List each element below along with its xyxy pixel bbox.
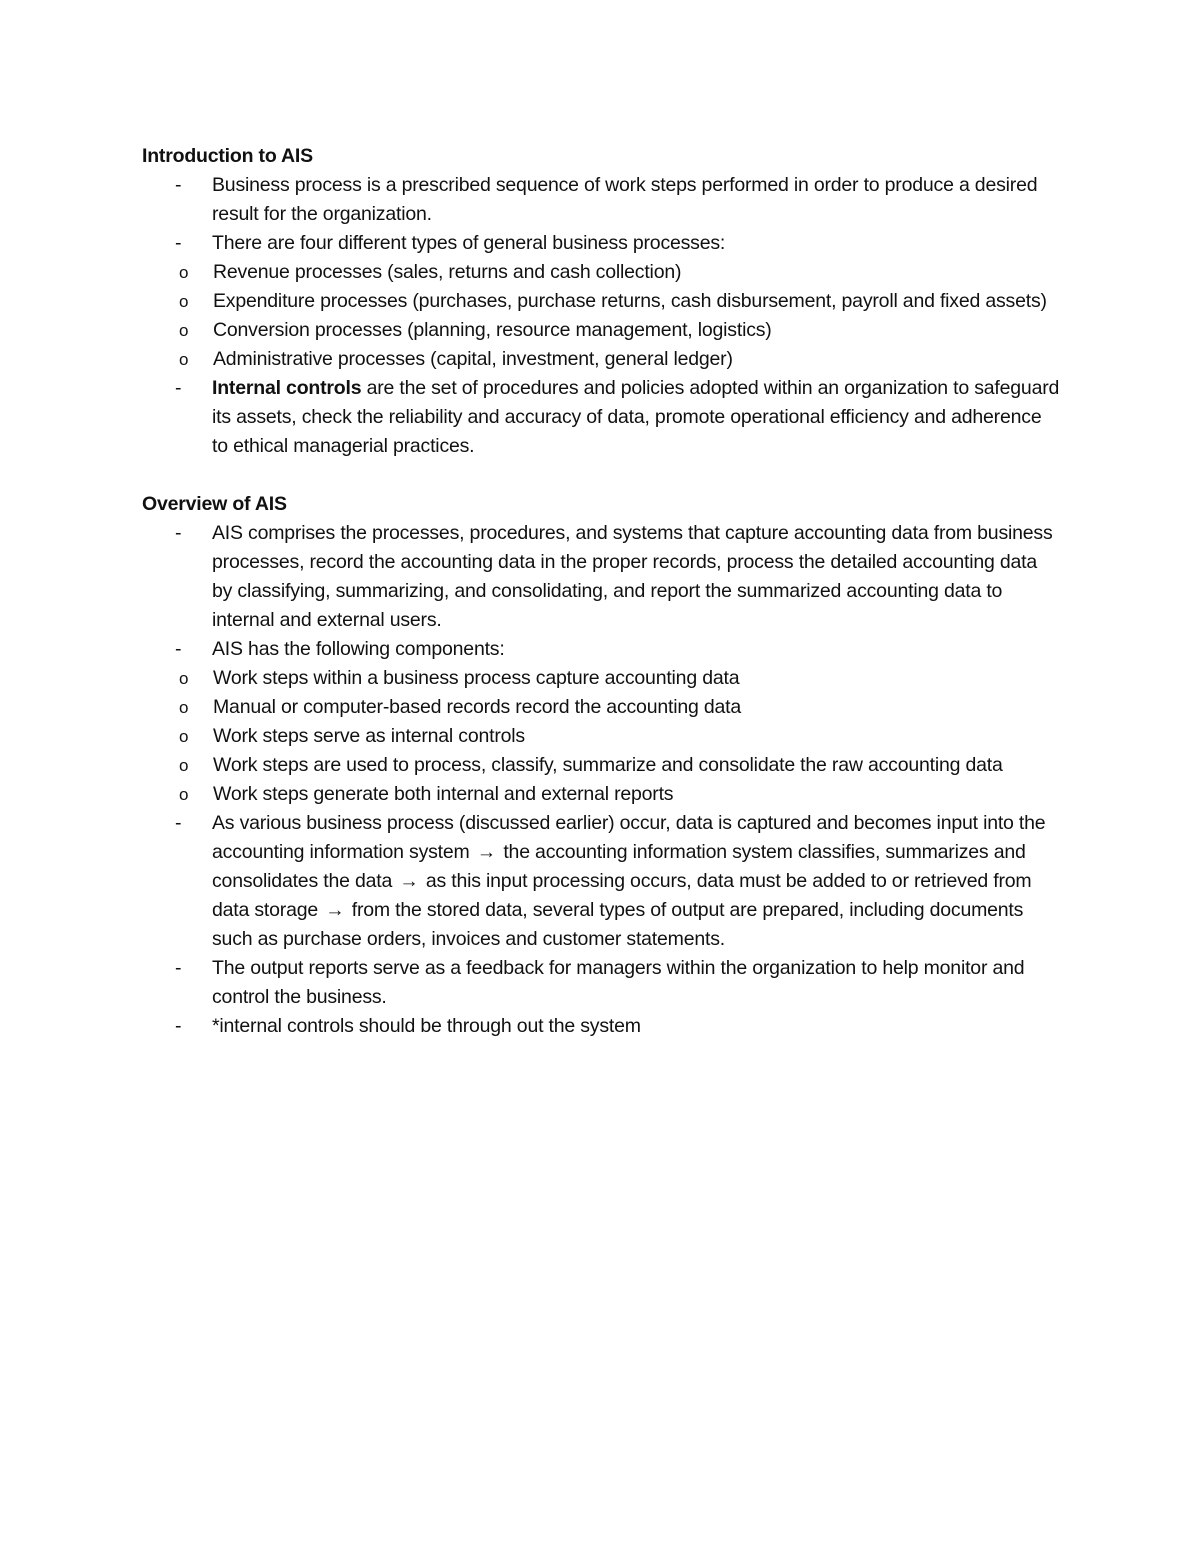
arrow-right-icon: → xyxy=(325,899,345,921)
list-item xyxy=(142,635,1062,809)
circle-bullet: o xyxy=(179,785,189,804)
sub-list-item xyxy=(142,722,1062,751)
list-item-text: AIS has the following components: xyxy=(212,638,505,660)
list-item xyxy=(142,374,1062,461)
dash-bullet: - xyxy=(175,232,182,254)
flow-text-2: the accounting information system classifies, summarizes and consolidates the data xyxy=(212,841,1026,892)
list-item-text: The output reports serve as a feedback for managers within the organization to help monitor and control the business. xyxy=(212,957,1025,1008)
dash-bullet: - xyxy=(175,812,182,834)
circle-bullet: o xyxy=(179,756,189,775)
sub-list-item-text: Work steps serve as internal controls xyxy=(213,725,525,747)
sub-list-item-text: Administrative processes (capital, investment, general ledger) xyxy=(213,348,733,370)
section-title-overview: Overview of AIS xyxy=(142,493,287,515)
circle-bullet: o xyxy=(179,727,189,746)
section-introduction-list xyxy=(142,171,1062,461)
sub-list-item xyxy=(142,751,1062,780)
circle-bullet: o xyxy=(179,698,189,717)
flow-text-1: As various business process (discussed earlier) occur, data is captured and becomes input into the accounting information system xyxy=(212,812,1046,863)
list-item-text: *internal controls should be through out the system xyxy=(212,1015,641,1037)
dash-bullet: - xyxy=(175,957,182,979)
document-body xyxy=(142,142,1062,1041)
list-item-text: Business process is a prescribed sequence of work steps performed in order to produce a desired result for the organization. xyxy=(212,174,1038,225)
sub-list-item-text: Revenue processes (sales, returns and cash collection) xyxy=(213,261,682,283)
dash-bullet: - xyxy=(175,174,182,196)
list-item xyxy=(142,954,1062,1012)
circle-bullet: o xyxy=(179,350,189,369)
sub-list xyxy=(142,258,1062,374)
list-item xyxy=(142,809,1062,954)
sub-list-item-text: Conversion processes (planning, resource management, logistics) xyxy=(213,319,772,341)
circle-bullet: o xyxy=(179,669,189,688)
list-item-text: There are four different types of general business processes: xyxy=(212,232,726,254)
sub-list-item xyxy=(142,664,1062,693)
sub-list-item-text: Work steps within a business process capture accounting data xyxy=(213,667,740,689)
sub-list-item-text: Manual or computer-based records record the accounting data xyxy=(213,696,742,718)
circle-bullet: o xyxy=(179,321,189,340)
dash-bullet: - xyxy=(175,1015,182,1037)
sub-list-item xyxy=(142,345,1062,374)
list-item-text: AIS comprises the processes, procedures, and systems that capture accounting data from business processes, record the accounting data in the proper records, process the detailed accounting data by classifying, summarizing, and consolidating, and report the summarized accounting data to internal and external users. xyxy=(212,522,1053,631)
flow-text-3: as this input processing occurs, data must be added to or retrieved from data storage xyxy=(212,870,1032,921)
sub-list-item xyxy=(142,780,1062,809)
dash-bullet: - xyxy=(175,522,182,544)
list-item xyxy=(142,171,1062,229)
sub-list xyxy=(142,664,1062,809)
sub-list-item xyxy=(142,258,1062,287)
dash-bullet: - xyxy=(175,638,182,660)
circle-bullet: o xyxy=(179,263,189,282)
list-item xyxy=(142,519,1062,635)
section-title-introduction: Introduction to AIS xyxy=(142,145,313,167)
circle-bullet: o xyxy=(179,292,189,311)
sub-list-item-text: Work steps are used to process, classify, summarize and consolidate the raw accounting data xyxy=(213,754,1003,776)
sub-list-item xyxy=(142,287,1062,316)
sub-list-item-text: Work steps generate both internal and external reports xyxy=(213,783,674,805)
dash-bullet: - xyxy=(175,377,182,399)
sub-list-item-text: Expenditure processes (purchases, purchase returns, cash disbursement, payroll and fixed assets) xyxy=(213,290,1047,312)
section-overview-list xyxy=(142,519,1062,1041)
flow-text-4: from the stored data, several types of output are prepared, including documents such as purchase orders, invoices and customer statements. xyxy=(212,899,1024,950)
arrow-right-icon: → xyxy=(399,870,419,892)
sub-list-item xyxy=(142,693,1062,722)
list-item xyxy=(142,229,1062,374)
list-item-text: are the set of procedures and policies adopted within an organization to safeguard its assets, check the reliability and accuracy of data, promote operational efficiency and adherence to ethical managerial practices. xyxy=(212,377,1060,457)
list-item xyxy=(142,1012,1062,1041)
arrow-right-icon: → xyxy=(476,841,497,863)
internal-controls-term: Internal controls xyxy=(212,377,362,399)
sub-list-item xyxy=(142,316,1062,345)
